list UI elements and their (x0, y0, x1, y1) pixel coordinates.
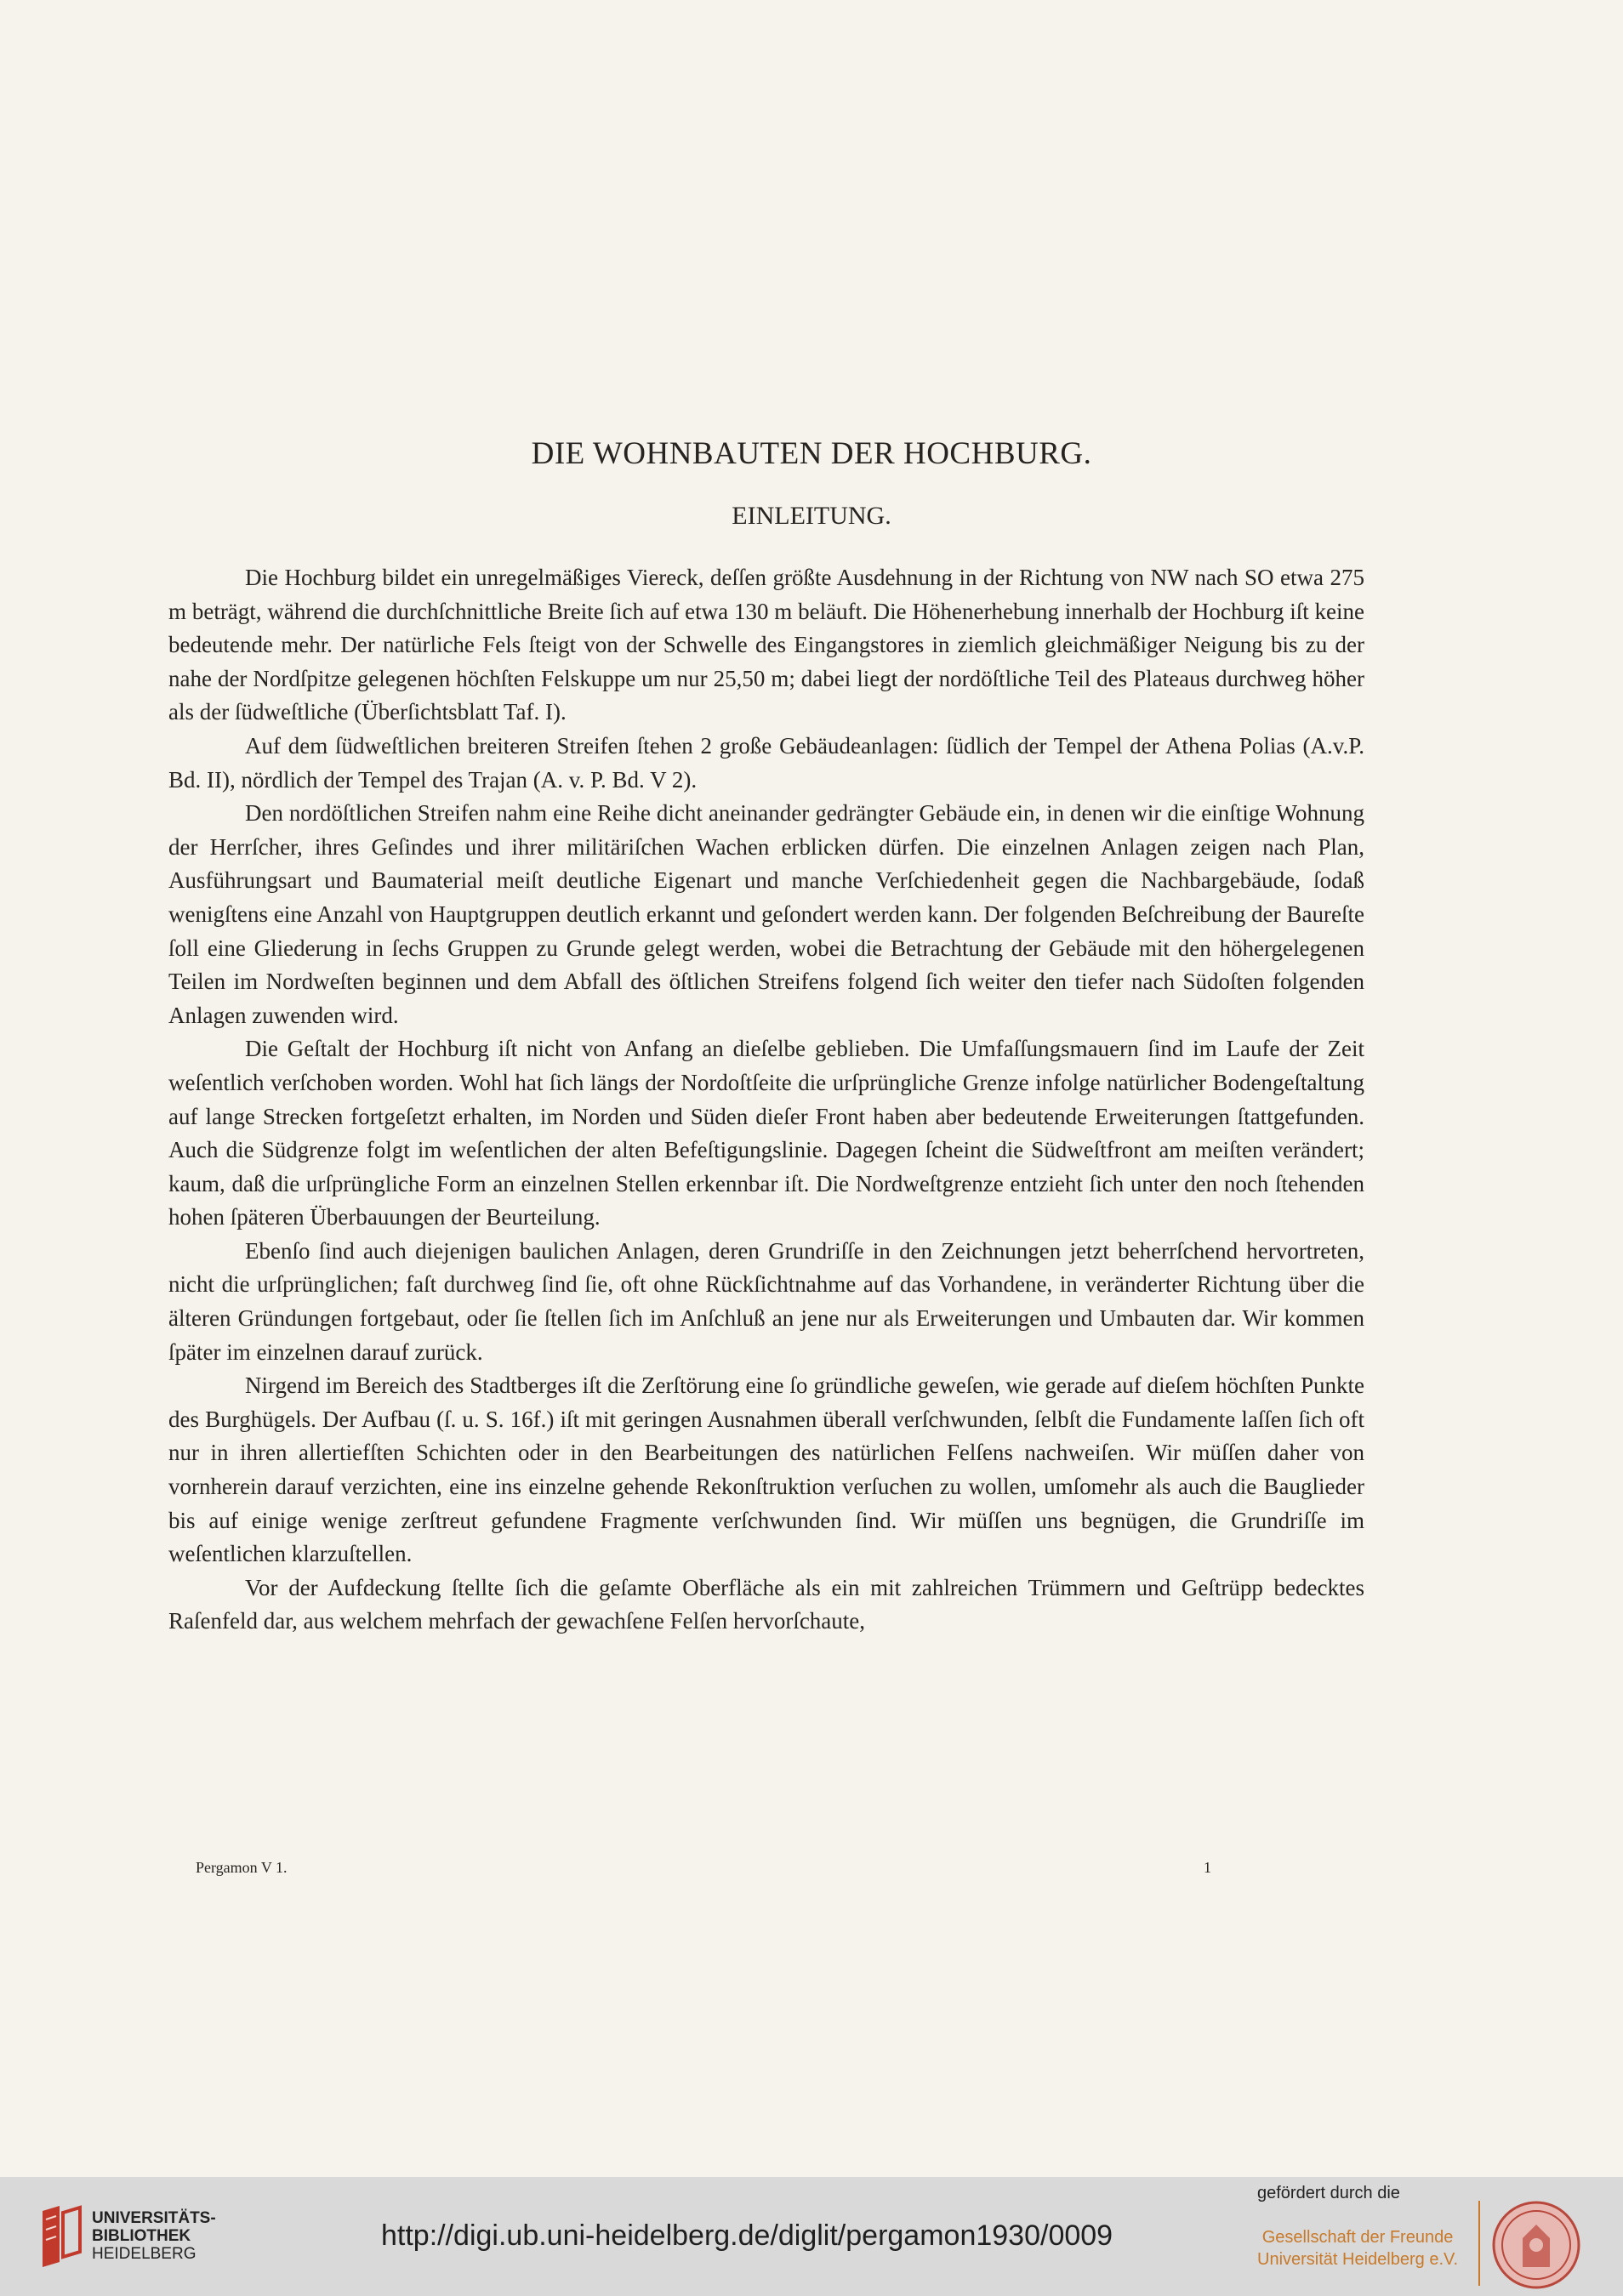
paragraph: Vor der Aufdeckung ſtellte ſich die geſamte Oberfläche als ein mit zahlreichen Trümmern und Geſtrüpp bedecktes Raſenfeld dar, aus welchem mehrfach der gewachſene Felſen hervorſchaute, (168, 1574, 1364, 1634)
paragraph: Die Geſtalt der Hochburg iſt nicht von Anfang an dieſelbe geblieben. Die Umfaſſungsmauern ſind im Laufe der Zeit weſentlich verſchoben worden. Wohl hat ſich längs der Nordoſtſeite die urſprüngliche Grenze infolge natürlicher Bodengeſtaltung auf lange Strecken fortgeſetzt erhalten, im Norden und Süden dieſer Front haben aber bedeutende Erweiterungen ſtattgefunden. Auch die Südgrenze folgt im weſentlichen der alten Befeſtigungslinie. Dagegen ſcheint die Südweſtfront am meiſten verändert; kaum, daß die urſprüngliche Form an einzelnen Stellen erkennbar iſt. Die Nordweſtgrenze entzieht ſich unter den noch ſtehenden hohen ſpäteren Überbauungen der Beurteilung. (168, 1036, 1364, 1230)
signature-mark: Pergamon V 1. (196, 1859, 288, 1876)
sponsor-name-line: Gesellschaft der Freunde (1261, 2228, 1454, 2247)
page-number: 1 (1204, 1859, 1211, 1876)
library-name (92, 2209, 216, 2263)
ub-heidelberg-logo-icon[interactable] (37, 2202, 88, 2270)
library-name-line: BIBLIOTHEK (92, 2227, 191, 2245)
sponsor-name-line: Universität Heidelberg e.V. (1257, 2250, 1459, 2269)
divider (1478, 2201, 1480, 2286)
body-text (168, 561, 1364, 1639)
paragraph: Ebenſo ſind auch diejenigen baulichen Anlagen, deren Grundriſſe in den Zeichnungen jetzt beherrſchend hervortreten, nicht die urſprünglichen; faſt durchweg ſind ſie, oft ohne Rückſichtnahme auf das Vorhandene, in veränderter Richtung über die älteren Gründungen fortgebaut, oder ſie ſtellen ſich im Anſchluß an jene nur als Erweiterungen und Umbauten dar. Wir kommen ſpäter im einzelnen darauf zurück. (168, 1237, 1364, 1365)
page-title: DIE WOHNBAUTEN DER HOCHBURG. (531, 436, 1092, 471)
library-name-line: HEIDELBERG (92, 2245, 196, 2263)
university-seal-icon (1490, 2199, 1582, 2291)
paragraph: Die Hochburg bildet ein unregelmäßiges Viereck, deſſen größte Ausdehnung in der Richtung von NW nach SO etwa 275 m beträgt, während die durchſchnittliche Breite ſich auf etwa 130 m beläuft. Die Höhenerhebung innerhalb der Hochburg iſt keine bedeutende mehr. Der natürliche Fels ſteigt von der Schwelle des Eingangstores in ziemlich gleichmäßiger Neigung bis zu der nahe der Nordſpitze gelegenen höchſten Felskuppe um nur 25,50 m; dabei liegt der nordöſtliche Teil des Plateaus durchweg höher als der ſüdweſtliche (Überſichtsblatt Taf. I). (168, 565, 1364, 725)
digitization-banner (0, 2177, 1623, 2296)
sponsor-name[interactable] (1257, 2226, 1458, 2270)
section-heading: EINLEITUNG. (732, 502, 891, 530)
paragraph: Den nordöſtlichen Streifen nahm eine Reihe dicht aneinander gedrängter Gebäude ein, in denen wir die einſtige Wohnung der Herrſcher, ihres Geſindes und ihrer militäriſchen Wachen erblicken dürfen. Die einzelnen Anlagen zeigen nach Plan, Ausführungsart und Baumaterial meiſt deutliche Eigenart und manche Verſchiedenheit gegen die Nachbargebäude, ſodaß wenigſtens eine Anzahl von Hauptgruppen deutlich erkannt und geſondert werden kann. Der folgenden Beſchreibung der Baureſte ſoll eine Gliederung in ſechs Gruppen zu Grunde gelegt werden, wobei die Betrachtung der Gebäude mit den höhergelegenen Teilen im Nordweſten beginnen und dem Abfall des öſtlichen Streifens folgend ſich weiter den tiefer nach Südoſten folgenden Anlagen zuwenden wird. (168, 800, 1364, 1028)
paragraph: Auf dem ſüdweſtlichen breiteren Streifen ſtehen 2 große Gebäudeanlagen: ſüdlich der Tempel der Athena Polias (A.v.P. Bd. II), nördlich der Tempel des Trajan (A. v. P. Bd. V 2). (168, 732, 1364, 793)
paragraph: Nirgend im Bereich des Stadtberges iſt die Zerſtörung eine ſo gründliche geweſen, wie gerade auf dieſem höchſten Punkte des Burghügels. Der Aufbau (ſ. u. S. 16f.) iſt mit geringen Ausnahmen überall verſchwunden, ſelbſt die Fundamente laſſen ſich oft nur in ihren allertiefſten Schichten oder in den Bearbeitungen des natürlichen Felſens nachweiſen. Wir müſſen daher von vornherein darauf verzichten, eine ins einzelne gehende Rekonſtruktion verſuchen zu wollen, umſomehr als auch die Bauglieder bis auf einige wenige zerſtreut gefundene Fragmente verſchwunden ſind. Wir müſſen uns begnügen, die Grundriſſe im weſentlichen klarzuſtellen. (168, 1372, 1364, 1567)
permalink[interactable]: http://digi.ub.uni-heidelberg.de/diglit/pergamon1930/0009 (381, 2219, 1113, 2252)
library-name-line: UNIVERSITÄTS- (92, 2209, 216, 2227)
sponsor-label: gefördert durch die (1257, 2184, 1400, 2202)
